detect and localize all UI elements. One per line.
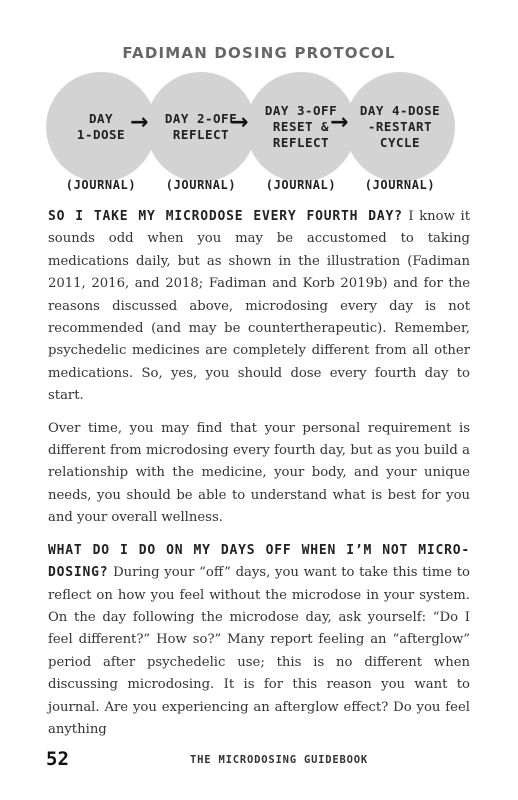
protocol-step-day-4 [345,72,455,182]
protocol-step-label: DAY 1-DOSE [76,111,126,142]
arrow-right-icon: → [330,110,349,135]
paragraph [48,206,470,408]
paragraph [48,540,470,742]
paragraph-text: Over time, you may find that your personal requirement is different from microdosing every fourth day, but as you build a relationship with the medicine, your body, and your unique needs, you should be able to understand what is best for you and your overall wellness. [48,420,470,526]
protocol-step-label: DAY 4-DOSE -RESTART CYCLE [359,103,441,150]
journal-label: (JOURNAL) [364,178,436,192]
page-number: 52 [46,748,69,770]
protocol-step-label: DAY 3-OFF RESET & REFLECT [264,103,338,150]
protocol-step-label: DAY 2-OFF REFLECT [164,111,238,142]
body-text [48,206,470,751]
page-title: FADIMAN DOSING PROTOCOL [122,44,396,62]
paragraph-text: During your “off” days, you want to take this time to reflect on how you feel without the microdose in your system. On the day following the microdose day, ask yourself: “Do I feel different?” How so?” Many report feeling an “afterglow” period after psychedelic use; this is no different when discussing microdosing. It is for this reason you want to journal. Are you experiencing an afterglow effect? Do you feel anything [48,565,470,737]
journal-label: (JOURNAL) [165,178,237,192]
paragraph-lead: WHAT DO I DO ON MY DAYS OFF WHEN I’M NOT MICRO-DOSING? [48,542,470,581]
arrow-right-icon: → [230,110,249,135]
paragraph-text: I know it sounds odd when you may be accustomed to taking medications daily, but as shown in the illustration (Fadiman 2011, 2016, and 2018; Fadiman and Korb 2019b) and for the reasons discussed above, microdosing every day is not recommended (and may be countertherapeutic). Remember, psychedelic medicines are completely different from all other medications. So, yes, you should dose every fourth day to start. [48,209,470,404]
arrow-right-icon: → [130,110,149,135]
running-footer-title: THE MICRODOSING GUIDEBOOK [190,754,369,766]
journal-label: (JOURNAL) [65,178,137,192]
journal-label: (JOURNAL) [265,178,337,192]
paragraph [48,418,470,530]
paragraph-lead: SO I TAKE MY MICRODOSE EVERY FOURTH DAY? [48,209,403,224]
